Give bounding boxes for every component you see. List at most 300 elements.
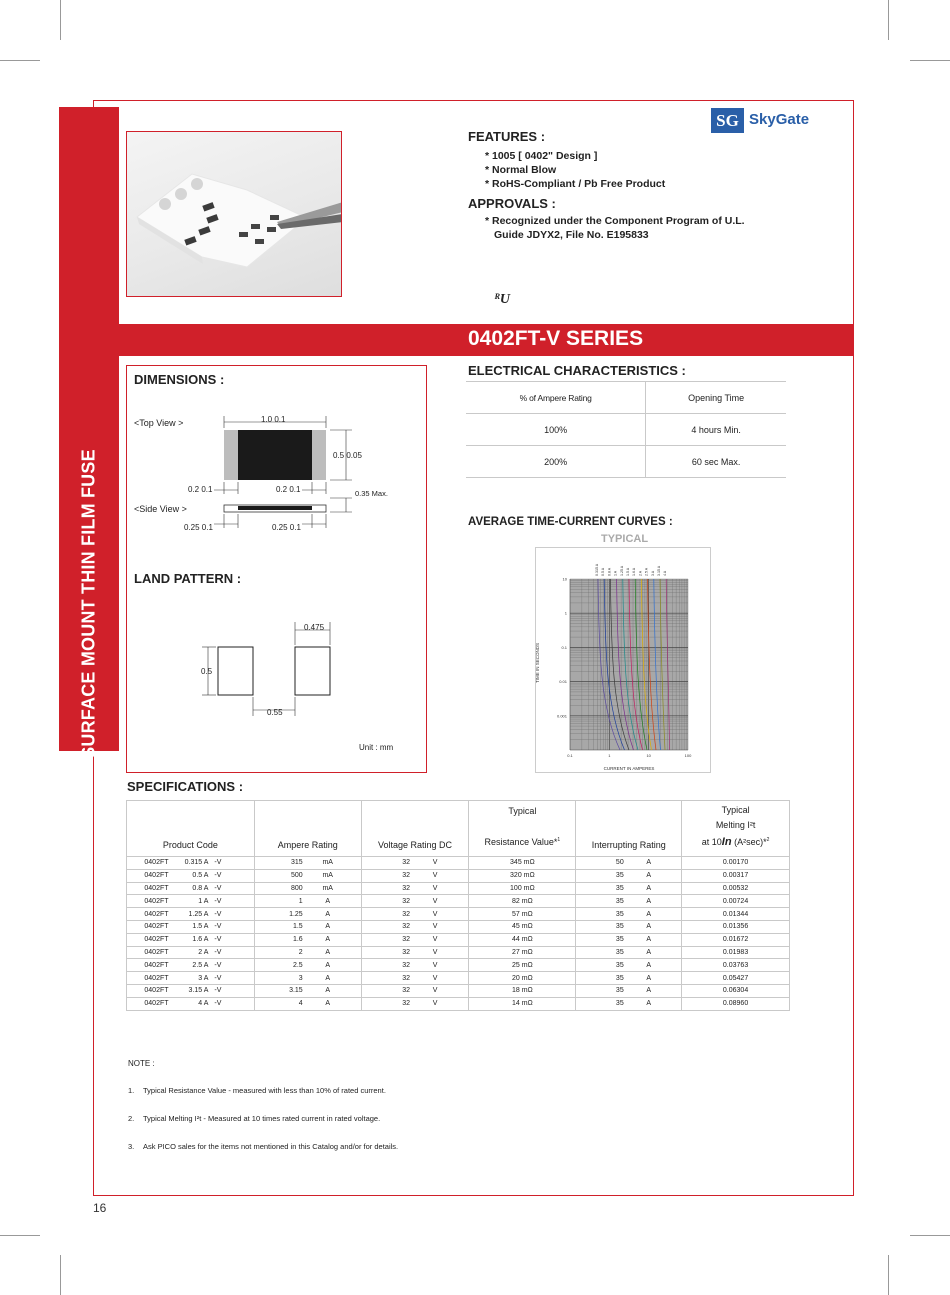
spec-cell [127,908,255,921]
spec-cell [469,959,576,972]
spec-prefix: 0402FT [144,884,169,892]
table-row [466,446,786,478]
spec-cell [469,908,576,921]
elec-header-time: Opening Time [646,382,786,414]
chart-series-label: 3 A [650,570,655,576]
spec-cell [127,984,255,997]
spec-volt: 32 [402,974,411,982]
dim-length: 1.0 0.1 [261,415,286,424]
chart-ytick-label: 0.1 [561,644,567,650]
spec-cell [469,857,576,870]
spec-volt: 32 [402,872,411,880]
spec-volt: 32 [402,987,411,995]
spec-cell [361,946,469,959]
spec-cell [576,946,682,959]
spec-unit: A [325,897,331,905]
spec-amp: 1.5 A [192,923,209,931]
crop-mark [0,1235,40,1236]
spec-volt: 32 [402,897,411,905]
table-row [127,933,790,946]
spec-cell [254,946,361,959]
spec-cell [361,908,469,921]
spec-amp: 2 A [198,948,209,956]
spec-melt: 0.03763 [722,961,749,969]
spec-cell [361,997,469,1010]
spec-amp: 2.5 A [192,961,209,969]
spec-header-melting-l3b: In [721,836,732,848]
spec-cell [127,895,255,908]
spec-melt: 0.00532 [722,884,749,892]
crop-mark [888,1255,889,1295]
spec-melt: 0.01356 [722,923,749,931]
spec-cell [127,959,255,972]
spec-cell [254,920,361,933]
crop-mark [60,0,61,40]
spec-suffix: -V [214,974,222,982]
ul-recognized-mark: ᴿU [494,292,510,307]
spec-iunit: A [646,961,652,969]
spec-iunit: A [646,948,652,956]
spec-cell [576,972,682,985]
spec-prefix: 0402FT [144,897,169,905]
spec-cell [361,857,469,870]
feature-item: * Normal Blow [485,164,557,176]
spec-unit: mA [322,872,333,880]
table-row [466,382,786,414]
elec-pct: 100% [466,414,646,446]
table-row [127,908,790,921]
spec-intr: 35 [615,897,624,905]
time-current-chart [535,547,711,773]
spec-prefix: 0402FT [144,936,169,944]
spec-header-melting-l1: Typical [721,805,750,815]
spec-cell [576,895,682,908]
spec-suffix: -V [214,884,222,892]
top-view-label: <Top View > [134,418,184,428]
spec-suffix: -V [214,910,222,918]
spec-cell [682,972,790,985]
spec-amp: 0.315 A [184,859,209,867]
curves-heading: AVERAGE TIME-CURRENT CURVES : [468,516,673,528]
spec-cell [361,895,469,908]
spec-prefix: 0402FT [144,923,169,931]
spec-unit: A [325,936,331,944]
spec-unit: mA [322,859,333,867]
dim-width: 0.5 0.05 [333,451,362,460]
table-row [127,946,790,959]
electrical-heading: ELECTRICAL CHARACTERISTICS : [468,363,686,378]
notes-heading: NOTE : [128,1059,155,1068]
chart-series-label: 1.5 A [626,567,630,576]
spec-rating: 2 [298,948,303,956]
fuse-terminal-right [312,430,326,480]
spec-melt: 0.08960 [722,1000,749,1008]
spec-header-row [127,801,790,857]
spec-res: 345 mΩ [510,859,535,867]
spec-iunit: A [646,936,652,944]
spec-cell [361,972,469,985]
crop-mark [60,1255,61,1295]
features-heading: FEATURES : [468,129,546,144]
chart-series-label: 0.5 A [601,567,606,576]
spec-res: 27 mΩ [511,948,533,956]
spec-rating: 2.5 [292,961,303,969]
spec-amp: 3.15 A [188,987,209,995]
spec-cell [127,857,255,870]
spec-suffix: -V [214,923,222,931]
spec-cell [127,997,255,1010]
spec-unit: A [325,1000,331,1008]
chart-series-label: 3.15 A [657,565,661,576]
spec-vunit: V [432,884,438,892]
spec-cell [576,882,682,895]
chart-xtick-label: 0.1 [567,753,573,758]
page-number: 16 [93,1201,107,1215]
table-row [127,920,790,933]
spec-intr: 35 [615,1000,624,1008]
note-text: Ask PICO sales for the items not mentioned in this Catalog and/or for details. [143,1142,399,1151]
spec-vunit: V [432,1000,438,1008]
spec-cell [576,908,682,921]
spec-header-melting-sup: 2 [766,837,770,843]
spec-cell [469,972,576,985]
spec-header-resistance [469,801,576,857]
spec-rating: 3 [298,974,303,982]
fuse-body [224,430,326,480]
chart-ylabel: TIME IN SECONDS [535,642,540,684]
spec-iunit: A [646,897,652,905]
spec-volt: 32 [402,961,411,969]
spec-cell [576,933,682,946]
spec-cell [254,908,361,921]
spec-iunit: A [646,884,652,892]
spec-vunit: V [432,910,438,918]
spec-intr: 35 [615,910,624,918]
chart-ytick-label: 1 [564,610,567,616]
spec-suffix: -V [214,859,222,867]
crop-mark [0,60,40,61]
spec-rating: 1.25 [289,910,303,918]
spec-cell [361,933,469,946]
spec-header-melting-l3c: (A²sec)* [731,837,767,847]
spec-prefix: 0402FT [144,974,169,982]
dim-pad-width: 0.475 [304,623,325,632]
spec-cell [254,857,361,870]
spec-header-melting-l2: Melting I²t [715,820,756,830]
spec-cell [682,882,790,895]
feature-item: * 1005 [ 0402" Design ] [485,150,598,162]
feature-item: * RoHS-Compliant / Pb Free Product [485,178,666,190]
spec-vunit: V [432,897,438,905]
spec-cell [576,959,682,972]
land-pad-left [218,647,253,695]
spec-cell [127,933,255,946]
chart-series-label: 1.25 A [619,565,624,576]
spec-res: 100 mΩ [510,884,535,892]
spec-prefix: 0402FT [144,961,169,969]
land-pattern-heading: LAND PATTERN : [134,571,242,586]
spec-melt: 0.01983 [722,948,749,956]
spec-cell [361,882,469,895]
unit-label: Unit : mm [359,743,394,752]
series-title: 0402FT-V SERIES [468,327,644,350]
spec-rating: 3.15 [289,987,303,995]
logo-mark: SG [711,108,744,133]
chart-ytick-label: 10 [562,576,567,582]
spec-iunit: A [646,923,652,931]
spec-cell [576,920,682,933]
spec-volt: 32 [402,884,411,892]
spec-vunit: V [432,872,438,880]
curves-subtitle: TYPICAL [601,533,649,545]
spec-volt: 32 [402,1000,411,1008]
side-title: SURFACE MOUNT THIN FILM FUSE [78,449,99,759]
logo-name: SkyGate [749,111,810,128]
chart-xtick-label: 1 [608,753,611,758]
spec-header-resistance-bottom: Resistance Value* [484,837,558,847]
spec-intr: 35 [615,948,624,956]
spec-iunit: A [646,987,652,995]
chart-xtick-label: 100 [684,753,692,758]
spec-suffix: -V [214,961,222,969]
spec-cell [254,933,361,946]
spec-header-melting-l3a: at 10 [701,837,722,847]
spec-volt: 32 [402,936,411,944]
spec-cell [682,933,790,946]
spec-unit: A [325,948,331,956]
spec-amp: 1 A [198,897,209,905]
elec-time: 4 hours Min. [646,414,786,446]
land-pad-right [295,647,330,695]
crop-mark [888,0,889,40]
chart-ytick-label: 0.01 [559,679,567,685]
dimensions-heading: DIMENSIONS : [134,372,225,387]
spec-suffix: -V [214,897,222,905]
spec-prefix: 0402FT [144,872,169,880]
spec-volt: 32 [402,948,411,956]
spec-cell [469,895,576,908]
spec-cell [682,857,790,870]
spec-cell [576,984,682,997]
spec-cell [127,946,255,959]
spec-volt: 32 [402,923,411,931]
spec-unit: mA [322,884,333,892]
spec-amp: 3 A [198,974,209,982]
chart-series-label: 4 A [663,570,668,576]
table-row [127,895,790,908]
spec-vunit: V [432,974,438,982]
spec-amp: 4 A [198,1000,209,1008]
spec-res: 25 mΩ [511,961,533,969]
elec-header-pct: % of Ampere Rating [466,382,646,414]
fuse-side-element [238,506,312,510]
spec-cell [682,946,790,959]
dim-pad-height: 0.5 [201,667,213,676]
spec-amp: 1.6 A [192,936,209,944]
chart-series-label: 1.6 A [632,567,637,576]
spec-cell [254,997,361,1010]
spec-cell [127,920,255,933]
approval-item: Guide JDYX2, File No. E195833 [494,229,649,241]
spec-vunit: V [432,961,438,969]
spec-rating: 4 [298,1000,303,1008]
chart-series-label: 0.8 A [607,567,612,576]
dim-thickness: 0.35 Max. [355,489,388,498]
spec-volt: 32 [402,910,411,918]
chart-series-label: 1 A [613,570,618,576]
spec-prefix: 0402FT [144,1000,169,1008]
table-row [127,959,790,972]
dim-terminal-left: 0.2 0.1 [188,485,213,494]
spec-cell [469,920,576,933]
spec-res: 44 mΩ [511,936,533,944]
table-row [127,857,790,870]
spec-header-melting-l3 [682,833,789,850]
spec-cell [469,882,576,895]
spec-intr: 50 [615,859,624,867]
spec-amp: 0.5 A [192,872,209,880]
note-number: 1. [128,1086,135,1095]
electrical-table [466,381,786,478]
spec-res: 45 mΩ [511,923,533,931]
dimension-drawing [180,408,410,538]
spec-res: 57 mΩ [511,910,533,918]
note-text: Typical Resistance Value - measured with less than 10% of rated current. [143,1086,386,1095]
spec-header-ampere: Ampere Rating [254,801,361,857]
spec-unit: A [325,974,331,982]
spec-intr: 35 [615,923,624,931]
spec-cell [469,869,576,882]
spec-unit: A [325,961,331,969]
spec-cell [361,959,469,972]
spec-rating: 315 [291,859,303,867]
dim-pad-gap: 0.55 [267,708,283,717]
approvals-heading: APPROVALS : [468,196,556,211]
spec-melt: 0.00317 [722,872,749,880]
spec-cell [682,908,790,921]
spec-cell [469,933,576,946]
spec-header-product-code: Product Code [127,801,255,857]
spec-header-interrupting: Interrupting Rating [576,801,682,857]
spec-suffix: -V [214,872,222,880]
note-number: 3. [128,1142,135,1151]
spec-cell [469,997,576,1010]
spec-suffix: -V [214,1000,222,1008]
spec-unit: A [325,987,331,995]
spec-intr: 35 [615,884,624,892]
spec-rating: 1.6 [292,936,303,944]
table-row [127,984,790,997]
chart-xtick-label: 10 [646,753,651,758]
spec-intr: 35 [615,936,624,944]
spec-cell [254,984,361,997]
spec-res: 320 mΩ [510,872,535,880]
side-view-label: <Side View > [134,504,187,514]
specifications-table [126,800,790,1011]
spec-intr: 35 [615,987,624,995]
table-row [127,882,790,895]
spec-cell [127,972,255,985]
spec-iunit: A [646,1000,652,1008]
spec-melt: 0.01672 [722,936,749,944]
spec-res: 14 mΩ [511,1000,533,1008]
spec-cell [682,984,790,997]
spec-suffix: -V [214,948,222,956]
spec-cell [254,869,361,882]
spec-cell [469,984,576,997]
spec-cell [682,895,790,908]
fuse-terminal-left [224,430,238,480]
crop-mark [910,1235,950,1236]
table-row [127,997,790,1010]
spec-prefix: 0402FT [144,859,169,867]
spec-melt: 0.00724 [722,897,749,905]
chart-xlabel: CURRENT IN AMPERES [603,766,655,771]
spec-cell [576,997,682,1010]
spec-rating: 1.5 [292,923,303,931]
note-number: 2. [128,1114,135,1123]
table-row [127,972,790,985]
spec-melt: 0.01344 [722,910,749,918]
chart-ytick-label: 0.001 [556,713,567,719]
brand-logo [711,108,821,134]
spec-cell [361,920,469,933]
spec-cell [682,920,790,933]
spec-res: 18 mΩ [511,987,533,995]
elec-pct: 200% [466,446,646,478]
spec-vunit: V [432,859,438,867]
spec-intr: 35 [615,974,624,982]
spec-res: 20 mΩ [511,974,533,982]
elec-time: 60 sec Max. [646,446,786,478]
dim-side-right: 0.25 0.1 [272,523,301,532]
spec-cell [254,959,361,972]
spec-unit: A [325,910,331,918]
spec-cell [254,972,361,985]
specifications-heading: SPECIFICATIONS : [127,779,244,794]
spec-rating: 800 [291,884,303,892]
note-text: Typical Melting I²t - Measured at 10 times rated current in rated voltage. [143,1114,381,1123]
spec-melt: 0.05427 [722,974,749,982]
spec-cell [361,984,469,997]
approval-item: * Recognized under the Component Program of U.L. [485,215,745,227]
spec-suffix: -V [214,936,222,944]
chart-series-label: 2 A [638,570,643,576]
spec-melt: 0.06304 [722,987,749,995]
spec-cell [576,857,682,870]
spec-cell [254,895,361,908]
spec-amp: 0.8 A [192,884,209,892]
spec-iunit: A [646,974,652,982]
table-row [466,414,786,446]
spec-header-melting [682,801,790,857]
chart-series-label: 0.315 A [595,563,599,576]
table-row [127,869,790,882]
spec-suffix: -V [214,987,222,995]
spec-res: 82 mΩ [511,897,533,905]
spec-vunit: V [432,948,438,956]
spec-intr: 35 [615,961,624,969]
spec-prefix: 0402FT [144,910,169,918]
spec-iunit: A [646,859,652,867]
spec-iunit: A [646,872,652,880]
spec-cell [254,882,361,895]
spec-header-voltage: Voltage Rating DC [361,801,469,857]
spec-intr: 35 [615,872,624,880]
spec-rating: 500 [291,872,303,880]
spec-cell [127,882,255,895]
product-photo-illustration [127,132,342,297]
